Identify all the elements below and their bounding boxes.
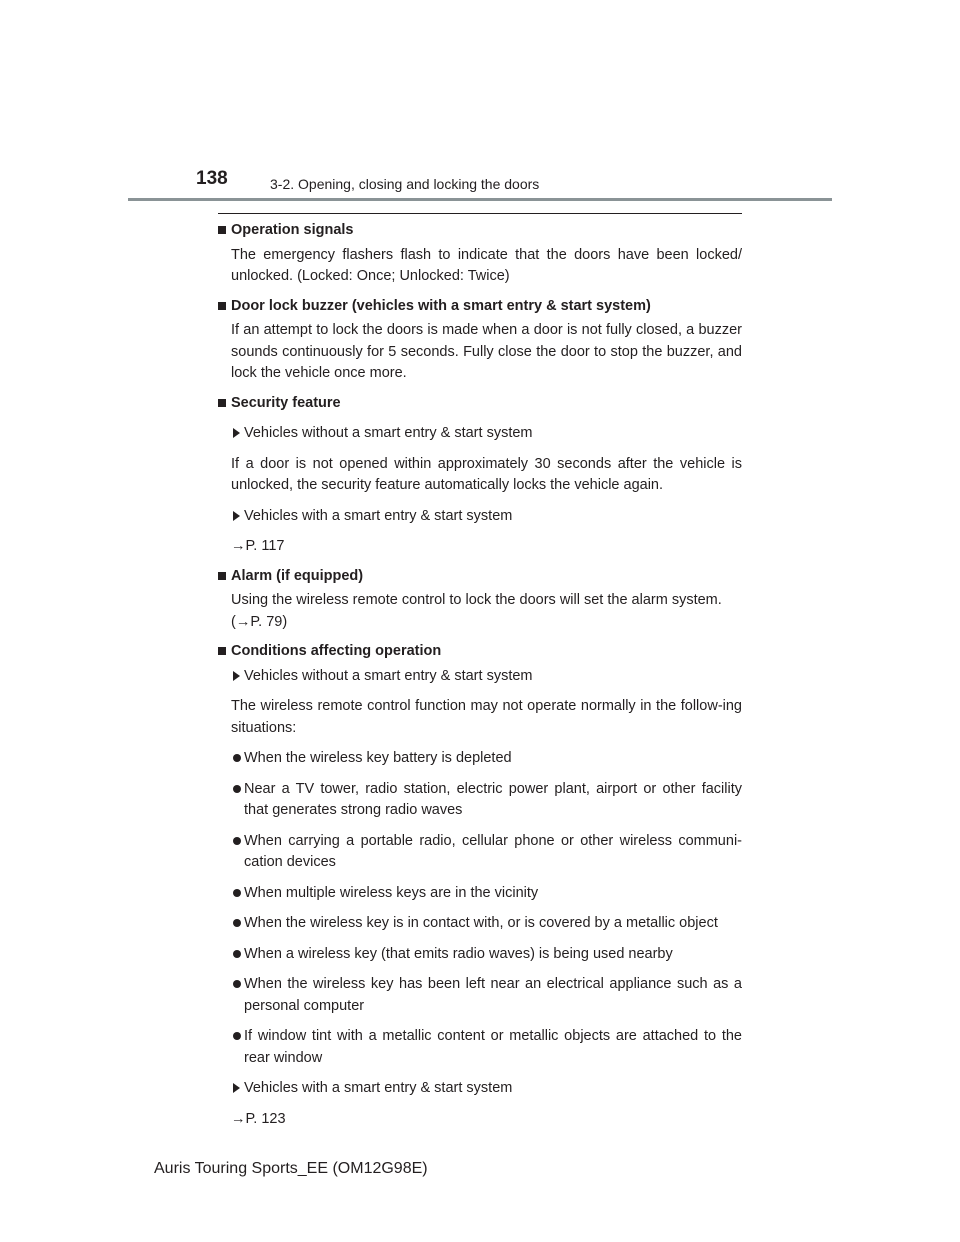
subheading-text: Vehicles with a smart entry & start system [244, 507, 513, 524]
square-bullet-icon [218, 647, 226, 655]
list-item-text: When the wireless key has been left near an electrical appliance such as a personal computer [244, 976, 742, 1014]
paragraph: The wireless remote control function may not operate normally in the follow-ing situations: [231, 698, 742, 736]
square-bullet-icon [218, 226, 226, 234]
footer-manual-id: Auris Touring Sports_EE (OM12G98E) [154, 1160, 428, 1177]
round-bullet-icon [233, 950, 241, 958]
list-item-text: When a wireless key (that emits radio waves) is being used nearby [244, 945, 673, 962]
page-reference: →P. 123 [231, 1110, 286, 1127]
subheading [218, 666, 742, 688]
paragraph: The emergency flashers flash to indicate that the doors have been locked/ unlocked. (Locked: Once; Unlocked: Twice) [231, 246, 742, 284]
subheading-text: Vehicles with a smart entry & start system [244, 1080, 513, 1096]
subheading-text: Vehicles without a smart entry & start system [244, 425, 533, 441]
list-item [218, 1026, 742, 1069]
round-bullet-icon [233, 837, 241, 845]
list-item-text: When carrying a portable radio, cellular phone or other wireless communi-cation devices [244, 832, 742, 870]
paragraph: If an attempt to lock the doors is made when a door is not fully closed, a buzzer sounds continuously for 5 seconds. Fully close the door to stop the buzzer, and lock the vehicle once more. [231, 322, 742, 381]
header-rule [128, 198, 832, 201]
heading-conditions [218, 641, 742, 663]
heading-text: Security feature [231, 394, 341, 411]
list-item [218, 913, 742, 935]
list-item [218, 831, 742, 874]
triangle-bullet-icon [233, 671, 240, 681]
triangle-bullet-icon [233, 511, 240, 521]
heading-operation-signals [218, 220, 742, 242]
round-bullet-icon [233, 889, 241, 897]
heading-door-lock-buzzer [218, 296, 742, 318]
round-bullet-icon [233, 785, 241, 793]
square-bullet-icon [218, 572, 226, 580]
subheading-text: Vehicles without a smart entry & start system [244, 667, 533, 684]
round-bullet-icon [233, 1032, 241, 1040]
paragraph: If a door is not opened within approximately 30 seconds after the vehicle is unlocked, the security feature automatically locks the vehicle again. [231, 455, 742, 493]
list-item [218, 883, 742, 905]
page-reference: →P. 117 [231, 538, 285, 554]
list-item [218, 779, 742, 822]
subheading [218, 506, 742, 528]
triangle-bullet-icon [233, 1083, 240, 1093]
heading-text: Conditions affecting operation [231, 643, 442, 659]
list-item-text: When the wireless key battery is depleted [244, 750, 512, 766]
section-rule [218, 213, 742, 214]
square-bullet-icon [218, 302, 226, 310]
list-item-text: When the wireless key is in contact with, or is covered by a metallic object [244, 915, 718, 931]
round-bullet-icon [233, 754, 241, 762]
section-title: 3-2. Opening, closing and locking the doors [270, 176, 540, 192]
page-number: 138 [196, 168, 228, 189]
heading-text: Operation signals [231, 222, 354, 238]
list-item-text: If window tint with a metallic content or metallic objects are attached to the rear window [244, 1028, 742, 1066]
heading-security-feature [218, 393, 742, 415]
list-item [218, 974, 742, 1017]
subheading [218, 423, 742, 445]
heading-alarm [218, 566, 742, 588]
heading-text: Alarm (if equipped) [231, 567, 364, 584]
subheading [218, 1078, 742, 1100]
heading-text: Door lock buzzer (vehicles with a smart entry & start system) [231, 297, 651, 314]
square-bullet-icon [218, 399, 226, 407]
triangle-bullet-icon [233, 428, 240, 438]
round-bullet-icon [233, 980, 241, 988]
page-content [218, 220, 742, 1130]
paragraph: Using the wireless remote control to lock the doors will set the alarm system. (→P. 79) [231, 592, 722, 630]
list-item-text: When multiple wireless keys are in the vicinity [244, 884, 539, 901]
round-bullet-icon [233, 919, 241, 927]
list-item-text: Near a TV tower, radio station, electric power plant, airport or other facility that generates strong radio waves [244, 780, 742, 818]
list-item [218, 748, 742, 770]
list-item [218, 944, 742, 966]
